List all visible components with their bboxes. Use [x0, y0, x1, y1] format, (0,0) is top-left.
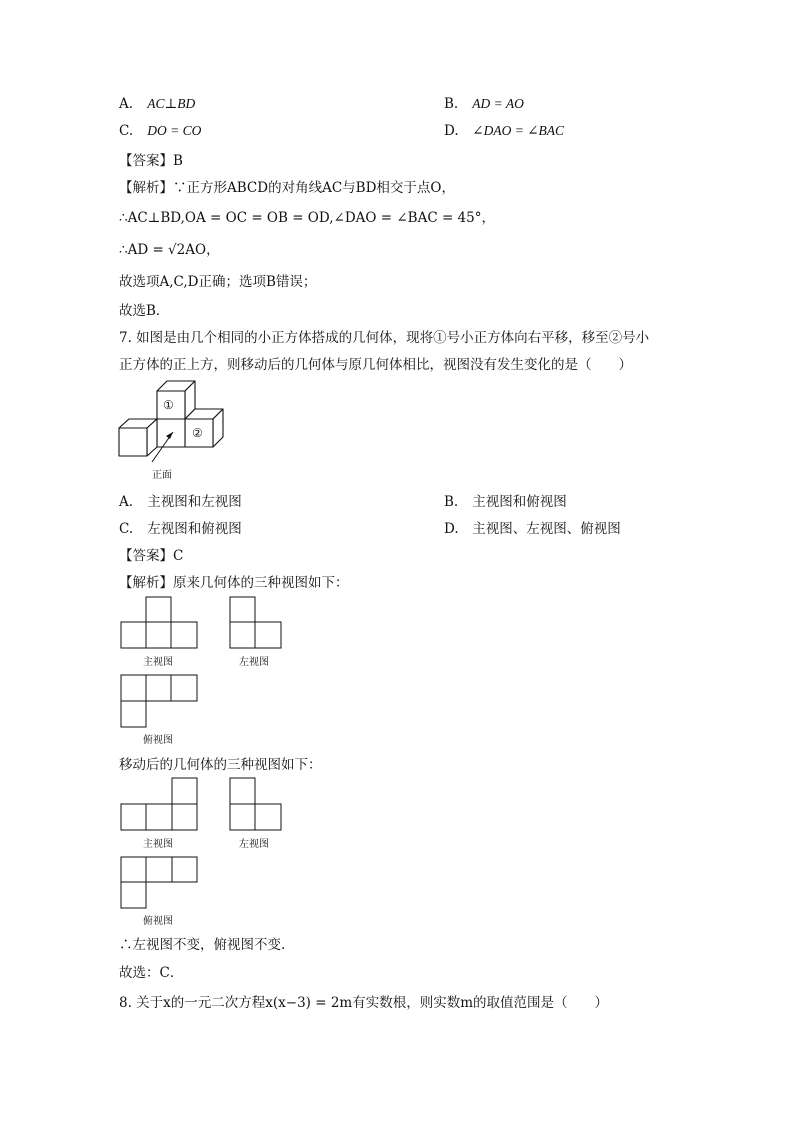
front-after-cell — [172, 804, 197, 830]
option-text: 主视图、左视图、俯视图 — [472, 521, 621, 537]
q7-stem-line2: 正方体的正上方，则移动后的几何体与原几何体相比，视图没有发生变化的是（ ） — [119, 357, 632, 373]
front-view-before-caption: 主视图 — [143, 657, 173, 668]
q6-answer: 【答案】B — [119, 153, 183, 169]
q7-answer: 【答案】C — [119, 548, 184, 564]
option-label: A. — [119, 494, 134, 510]
cube2-label: ② — [192, 426, 203, 440]
analysis-tag: 【解析】 — [119, 575, 173, 591]
left-after-cell — [230, 778, 255, 804]
q6-analysis-line4: 故选项A,C,D正确；选项B错误； — [119, 274, 317, 290]
option-text: 主视图和左视图 — [147, 494, 242, 510]
left-view-before-caption: 左视图 — [239, 657, 269, 668]
option-text: DO = CO — [147, 123, 202, 138]
option-label: C. — [119, 123, 134, 139]
option-text: AD = AO — [472, 96, 524, 111]
q6-analysis-line5: 故选B． — [119, 303, 170, 319]
option-label: D. — [444, 123, 459, 139]
top-after-cell — [172, 857, 197, 882]
left-after-cell — [255, 804, 281, 830]
front-after-cell — [121, 804, 146, 830]
top-after-cell — [121, 882, 146, 908]
option-label: D. — [444, 521, 459, 537]
q7-conclusion: ∴左视图不变，俯视图不变. — [119, 937, 286, 953]
front-after-cell — [172, 778, 197, 804]
left-view-after-caption: 左视图 — [239, 839, 269, 850]
left-after-cell — [230, 804, 255, 830]
option-label: C. — [119, 521, 134, 537]
q6-analysis-line2: ∴AC⊥BD,OA = OC = OB = OD,∠DAO = ∠BAC = 45°， — [119, 210, 495, 226]
option-text: AC⊥BD — [147, 96, 196, 111]
option-label: B. — [444, 494, 459, 510]
top-view-after-caption: 俯视图 — [143, 916, 173, 927]
q8-stem: 8. 关于x的一元二次方程x(x−3) = 2m有实数根，则实数m的取值范围是（ ） — [119, 995, 609, 1011]
analysis-tag: 【解析】 — [119, 180, 173, 196]
analysis-text: ∵正方形ABCD的对角线AC与BD相交于点O， — [173, 180, 455, 196]
option-text: ∠DAO = ∠BAC — [472, 123, 565, 138]
option-label: A. — [119, 96, 134, 112]
analysis-text: 原来几何体的三种视图如下： — [173, 575, 349, 591]
front-label: 正面 — [152, 470, 172, 481]
front-after-cell — [146, 804, 172, 830]
top-after-cell — [146, 857, 172, 882]
q7-moved-text: 移动后的几何体的三种视图如下： — [119, 757, 322, 773]
option-label: B. — [444, 96, 459, 112]
option-text: 主视图和俯视图 — [472, 494, 567, 510]
front-view-after-caption: 主视图 — [143, 839, 173, 850]
top-view-before-caption: 俯视图 — [143, 735, 173, 746]
q7-stem-line1: 7. 如图是由几个相同的小正方体搭成的几何体，现将①号小正方体向右平移，移至②号小 — [119, 330, 650, 346]
q7-choose: 故选：C． — [119, 965, 184, 981]
cube1-label: ① — [163, 398, 174, 412]
q6-analysis-line3: ∴AD = √2AO， — [119, 242, 220, 258]
top-after-cell — [121, 857, 146, 882]
option-text: 左视图和俯视图 — [147, 521, 242, 537]
